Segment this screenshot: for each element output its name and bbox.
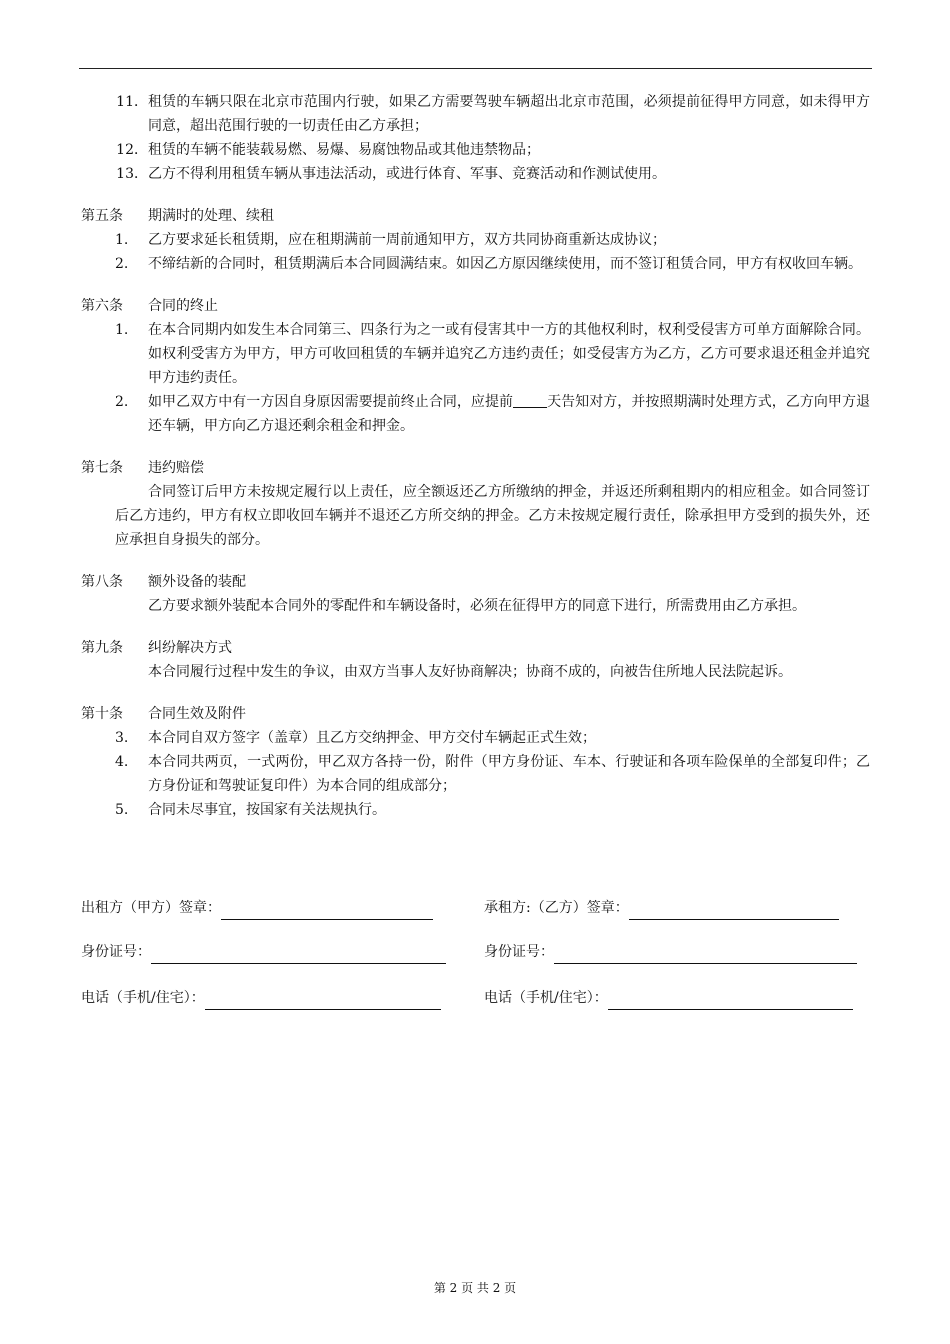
lessor-id-label: 身份证号： — [81, 944, 151, 960]
list-item — [81, 138, 870, 162]
section-heading — [81, 456, 870, 480]
section-paragraph: 本合同履行过程中发生的争议，由双方当事人友好协商解决；协商不成的，向被告住所地人民法院起诉。 — [148, 664, 792, 680]
item-number: 11． — [116, 94, 148, 110]
list-item — [81, 798, 870, 822]
header-rule — [79, 68, 872, 69]
lessee-signature-field[interactable] — [629, 901, 839, 920]
signature-row — [81, 896, 870, 920]
lessor-phone-label: 电话（手机/住宅）： — [81, 990, 205, 1006]
item-text: 本合同共两页，一式两份，甲乙双方各持一份，附件（甲方身份证、车本、行驶证和各项车险保单的全部复印件；乙方身份证和驾驶证复印件）为本合同的组成部分； — [148, 754, 870, 794]
item-number: 13． — [116, 166, 148, 182]
item-text-part: 如甲乙双方中有一方因自身原因需要提前终止合同，应提前 — [148, 394, 514, 410]
lessor-signature-label: 出租方（甲方）签章： — [81, 900, 221, 916]
lessor-phone-field[interactable] — [205, 991, 441, 1010]
list-item — [81, 318, 870, 390]
lessor-id-field[interactable] — [151, 945, 446, 964]
phone-row — [81, 986, 870, 1010]
section-heading — [81, 204, 870, 228]
item-number: 4. — [115, 754, 129, 770]
section-heading — [81, 702, 870, 726]
list-item — [81, 252, 870, 276]
lessee-phone-field[interactable] — [608, 991, 853, 1010]
item-number: 5. — [115, 802, 129, 818]
section-number: 第九条 — [81, 640, 123, 656]
contract-body — [81, 90, 870, 822]
item-text: 租赁的车辆不能装载易燃、易爆、易腐蚀物品或其他违禁物品； — [148, 142, 540, 158]
lessee-id-label: 身份证号： — [484, 944, 554, 960]
list-item — [81, 162, 870, 186]
section-title: 合同的终止 — [148, 298, 218, 314]
section-paragraph: 合同签订后甲方未按规定履行以上责任，应全额返还乙方所缴纳的押金，并返还所剩租期内的相应租金。如合同签订后乙方违约，甲方有权立即收回车辆并不退还乙方所交纳的押金。乙方未按规定履行责任，除承担甲方受到的损失外，还应承担自身损失的部分。 — [115, 484, 870, 548]
lessee-phone-label: 电话（手机/住宅）： — [484, 990, 608, 1006]
section-heading — [81, 294, 870, 318]
section-title: 期满时的处理、续租 — [148, 208, 274, 224]
item-text: 本合同自双方签字（盖章）且乙方交纳押金、甲方交付车辆起正式生效； — [148, 730, 596, 746]
item-text: 不缔结新的合同时，租赁期满后本合同圆满结束。如因乙方原因继续使用，而不签订租赁合同，甲方有权收回车辆。 — [148, 256, 862, 272]
section-number: 第五条 — [81, 208, 123, 224]
item-text: 乙方要求延长租赁期，应在租期满前一周前通知甲方，双方共同协商重新达成协议； — [148, 232, 666, 248]
list-item — [81, 90, 870, 138]
item-text: 租赁的车辆只限在北京市范围内行驶，如果乙方需要驾驶车辆超出北京市范围，必须提前征得甲方同意，如未得甲方同意，超出范围行驶的一切责任由乙方承担； — [148, 94, 870, 134]
lessor-signature-field[interactable] — [221, 901, 433, 920]
item-text: 在本合同期内如发生本合同第三、四条行为之一或有侵害其中一方的其他权利时，权利受侵害方可单方面解除合同。如权利受害方为甲方，甲方可收回租赁的车辆并追究乙方违约责任；如受侵害方为乙方，乙方可要求退还租金并追究甲方违约责任。 — [148, 322, 870, 386]
item-text — [148, 390, 870, 438]
lessee-signature-label: 承租方:（乙方）签章： — [484, 900, 629, 916]
section-heading — [81, 636, 870, 660]
item-number: 2. — [115, 256, 129, 272]
list-item — [81, 228, 870, 252]
section-title: 合同生效及附件 — [148, 706, 246, 722]
item-number: 3. — [115, 730, 129, 746]
item-number: 1. — [115, 232, 129, 248]
list-item — [81, 726, 870, 750]
section-paragraph: 乙方要求额外装配本合同外的零配件和车辆设备时，必须在征得甲方的同意下进行，所需费用由乙方承担。 — [148, 598, 806, 614]
section-title: 纠纷解决方式 — [148, 640, 232, 656]
days-blank-field[interactable] — [513, 391, 547, 408]
section-title: 额外设备的装配 — [148, 574, 246, 590]
section-title: 违约赔偿 — [148, 460, 204, 476]
item-text-part: 天告知对方，并按照期满时处理方式，乙方向甲方退还车辆，甲方向乙方退还剩余租金和押金。 — [148, 394, 871, 434]
item-number: 1. — [115, 322, 129, 338]
item-number: 12． — [116, 142, 148, 158]
id-row — [81, 940, 870, 964]
item-text: 乙方不得利用租赁车辆从事违法活动，或进行体育、军事、竞赛活动和作测试使用。 — [148, 166, 666, 182]
section-number: 第六条 — [81, 298, 123, 314]
section-number: 第七条 — [81, 460, 123, 476]
list-item — [81, 750, 870, 798]
section-number: 第八条 — [81, 574, 123, 590]
page-footer: 第 2 页 共 2 页 — [433, 1281, 517, 1295]
list-item — [81, 390, 870, 438]
section-number: 第十条 — [81, 706, 123, 722]
item-text: 合同未尽事宜，按国家有关法规执行。 — [148, 802, 386, 818]
lessee-id-field[interactable] — [554, 945, 857, 964]
section-heading — [81, 570, 870, 594]
item-number: 2. — [115, 394, 129, 410]
